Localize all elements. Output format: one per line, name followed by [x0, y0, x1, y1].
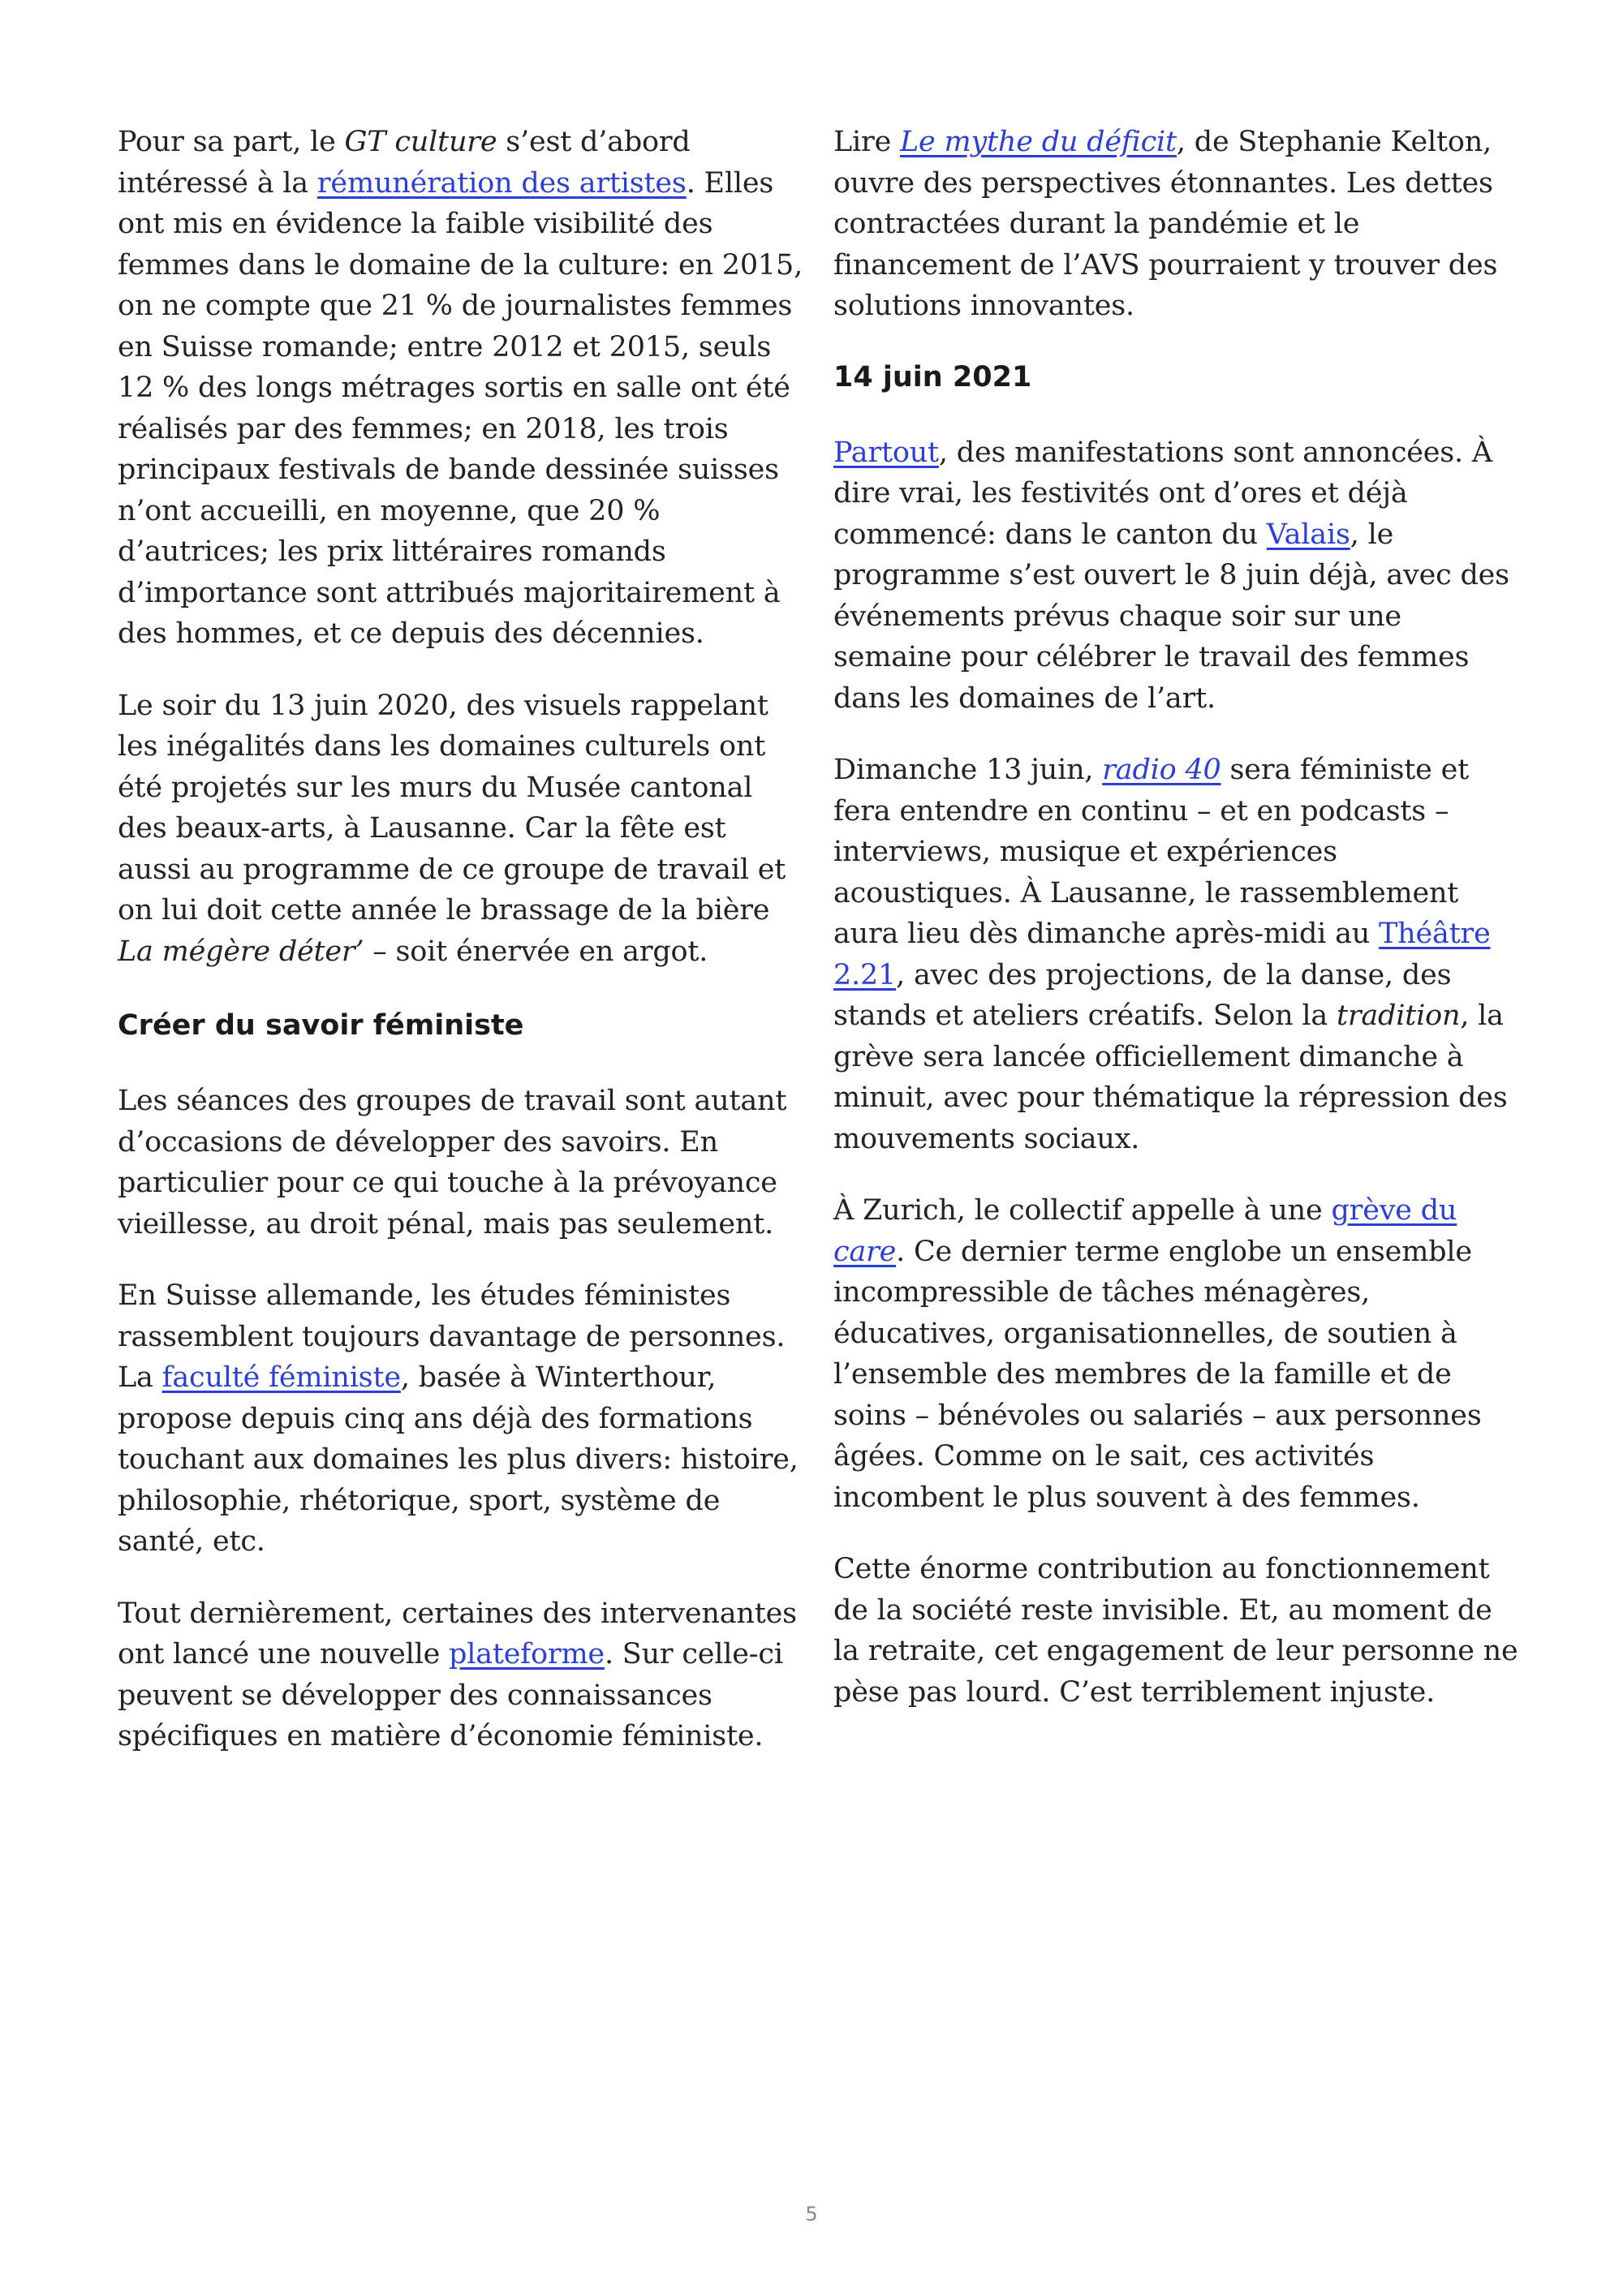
text-run: , la grève sera lancée officiellement dimanche à minuit, avec pour thématique la répression des mouvements sociaux.: [833, 1000, 1508, 1155]
right-column: [833, 122, 1519, 1743]
link-artist-pay[interactable]: rémunération des artistes: [316, 166, 687, 200]
text-run: Le soir du 13 juin 2020, des visuels rappelant les inégalités dans les domaines culturels ont été projetés sur les murs du Musée cantonal des beaux-arts, à Lausanne. Car la fête est aussi au programme de ce groupe de travail et on lui doit cette année le brassage de la bière: [118, 689, 786, 927]
heading-june-14-2021: 14 juin 2021: [833, 360, 1032, 393]
text-run: Tout dernièrement, certaines des intervenantes ont lancé une nouvelle: [118, 1597, 797, 1670]
heading-feminist-knowledge: Créer du savoir féministe: [118, 1009, 524, 1042]
left-column: [118, 122, 803, 1788]
paragraph-artist-pay: [118, 122, 803, 655]
paragraph-platform: [118, 1593, 803, 1757]
paragraph-feminist-faculty: [118, 1275, 803, 1563]
text-run: , basée à Winterthour, propose depuis cinq ans déjà des formations touchant aux domaines les plus divers: histoire, philosophie, rhétorique, sport, système de santé, etc.: [118, 1361, 799, 1558]
text-run: . Ce dernier terme englobe un ensemble incompressible de tâches ménagères, éducatives, organisationnelles, de soutien à l’ensemble des membres de la famille et de soins – bénévoles ou salariés – aux personnes âgées. Comme on le sait, ces activités incombent le plus souvent à des femmes.: [833, 1235, 1482, 1514]
text-run: . Sur celle-ci peuvent se développer des connaissances spécifiques en matière d’économie féministe.: [118, 1638, 783, 1752]
paragraph-lausanne-visuals: [118, 686, 803, 973]
link-radio-40[interactable]: [1102, 754, 1220, 786]
link-valais[interactable]: Valais: [1266, 518, 1350, 551]
text-run: grève du: [1331, 1194, 1457, 1227]
text-run: – soit énervée en argot.: [364, 935, 708, 968]
text-run: Dimanche 13 juin,: [833, 754, 1103, 786]
link-platform[interactable]: plateforme: [449, 1638, 605, 1670]
text-run: En Suisse allemande, les études féministes rassemblent toujours davantage de personnes. La: [118, 1279, 786, 1394]
link-theatre-221[interactable]: Théâtre 2.21: [833, 918, 1491, 991]
text-run: À Zurich, le collectif appelle à une: [833, 1194, 1332, 1227]
text-run-italic: La mégère déter’: [118, 935, 364, 968]
text-run-italic: radio 40: [1102, 754, 1221, 786]
text-run: . Elles ont mis en évidence la faible visibilité des femmes dans le domaine de la culture: en 2015, on ne compte que 21 % de journalistes femmes en Suisse romande; entre 2012 et 2015, seuls 12 % des longs métrages sortis en salle ont été réalisés par des femmes; en 2018, les trois principaux festivals de bande dessinée suisses n’ont accueilli, en moyenne, que 20 % d’autrices; les prix littéraires romands d’importance sont attribués majoritairement à des hommes, et ce depuis des décennies.: [118, 166, 803, 650]
link-feminist-faculty[interactable]: faculté féministe: [161, 1361, 401, 1394]
link-deficit-myth[interactable]: [900, 126, 1177, 158]
paragraph-deficit-myth: [833, 122, 1519, 327]
text-run-italic: care: [833, 1235, 897, 1268]
text-run-italic: GT culture: [344, 126, 497, 158]
text-run: , des manifestations sont annoncées. À dire vrai, les festivités ont d’ores et déjà commencé: dans le canton du: [833, 436, 1492, 551]
paragraph-everywhere: [833, 432, 1519, 720]
paragraph-zurich-care-strike: [833, 1190, 1519, 1518]
text-run: , le programme s’est ouvert le 8 juin déjà, avec des événements prévus chaque soir sur une semaine pour célébrer le travail des femmes dans les domaines de l’art.: [833, 518, 1509, 715]
text-run: Lire: [833, 126, 901, 158]
text-run-italic: tradition: [1336, 1000, 1461, 1032]
text-run: s’est d’abord intéressé à la: [118, 126, 691, 200]
page-number: 5: [805, 2203, 818, 2225]
paragraph-sunday-june-13: [833, 750, 1519, 1159]
paragraph-invisible-contribution: Cette énorme contribution au fonctionnement de la société reste invisible. Et, au moment de la retraite, cet engagement de leur personne ne pèse pas lourd. C’est terriblement injuste.: [833, 1553, 1518, 1709]
paragraph-working-groups: Les séances des groupes de travail sont autant d’occasions de développer des savoirs. En particulier pour ce qui touche à la prévoyance vieillesse, au droit pénal, mais pas seulement.: [118, 1085, 787, 1240]
text-run: , avec des projections, de la danse, des stands et ateliers créatifs. Selon la: [833, 958, 1452, 1032]
text-run: , de Stephanie Kelton, ouvre des perspectives étonnantes. Les dettes contractées durant la pandémie et le financement de l’AVS pourraient y trouver des solutions innovantes.: [833, 126, 1498, 322]
text-run: sera féministe et fera entendre en continu – et en podcasts – interviews, musique et expériences acoustiques. À Lausanne, le rassemblement aura lieu dès dimanche après-midi au: [833, 754, 1469, 950]
text-run: Pour sa part, le: [118, 126, 345, 158]
link-everywhere[interactable]: Partout: [833, 436, 939, 469]
text-run-italic: Le mythe du déficit: [900, 126, 1177, 158]
